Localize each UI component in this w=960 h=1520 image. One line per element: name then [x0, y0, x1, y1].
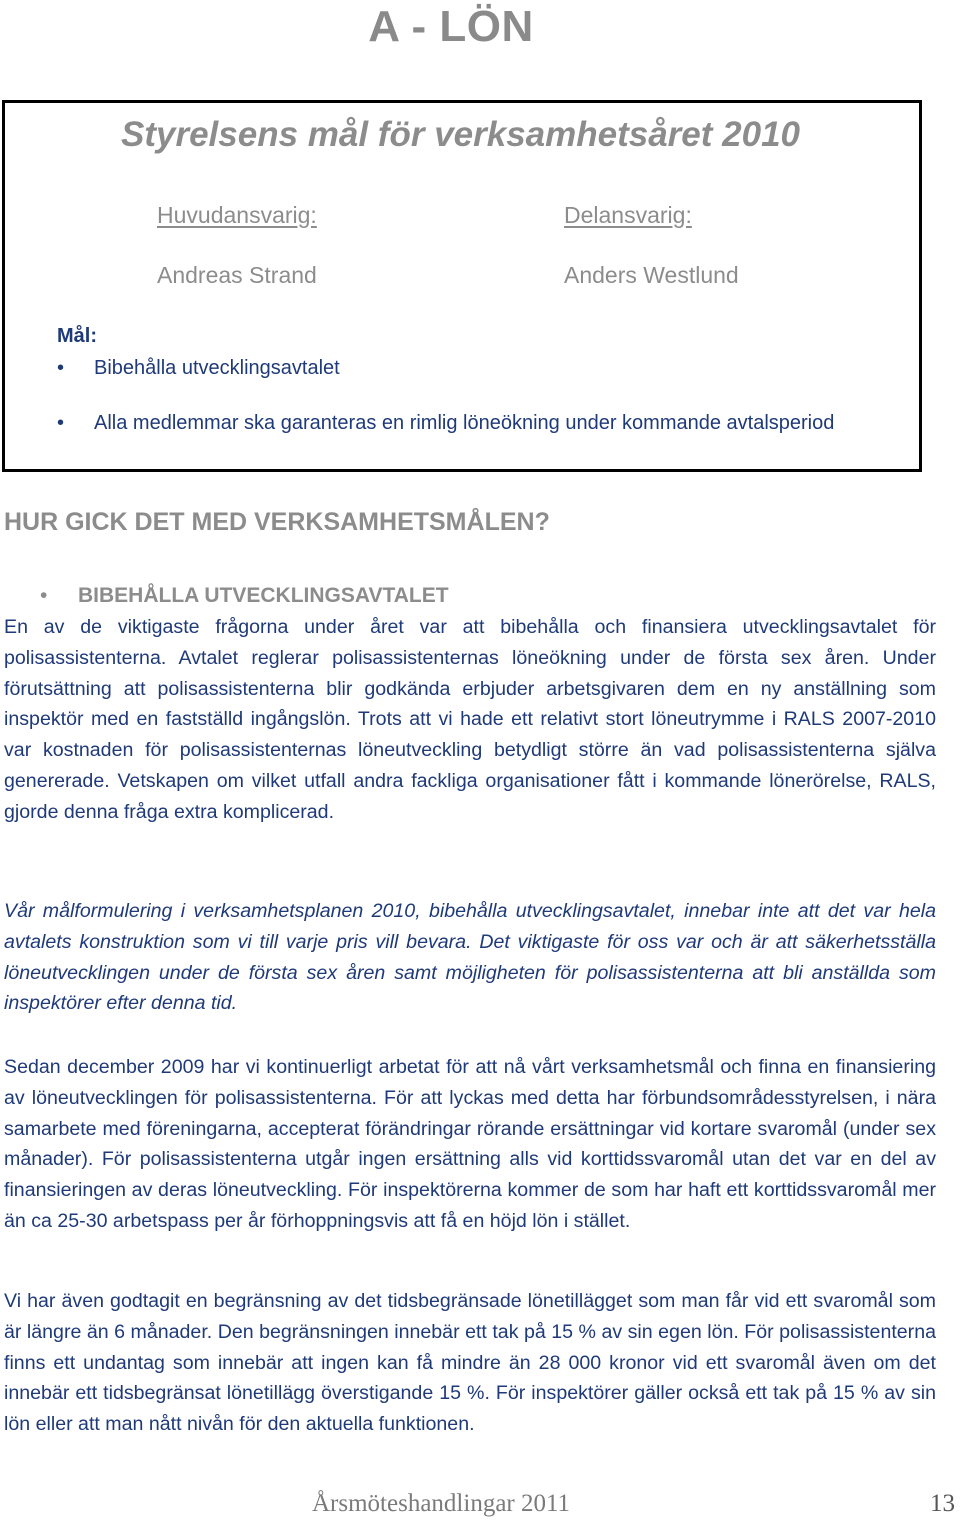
goal-box: [2, 100, 922, 472]
goal-text: Alla medlemmar ska garanteras en rimlig löneökning under kommande avtalsperiod: [94, 412, 835, 434]
partial-responsible-label: Delansvarig:: [564, 202, 692, 228]
bullet-icon: •: [40, 584, 48, 607]
paragraph-4: Vi har även godtagit en begränsning av det tidsbegränsade lönetillägget som man får vid ett svaromål som är längre än 6 månader. Den begränsningen innebär ett tak på 15 % av sin egen lön. För polisassistenterna finns ett undantag som innebär att ingen kan få mindre än 28 000 kronor vid ett svaromål även om det innebär ett tidsbegränsat lönetillägg överstigande 15 %. För inspektörer gäller också ett tak på 15 % av sin lön eller att man nått nivån för den aktuella funktionen.: [4, 1290, 936, 1436]
bullet-icon: •: [57, 357, 65, 379]
paragraph-2: Vår målformulering i verksamhetsplanen 2010, bibehålla utvecklingsavtalet, innebar inte att det var hela avtalets konstruktion som vi till varje pris vill bevara. Det viktigaste för oss var och är att säkerhetsställa löneutvecklingen under de första sex åren samt möjligheten för polisassistenterna att bli anställda som inspektörer efter denna tid.: [4, 900, 936, 1015]
footer-title: Årsmöteshandlingar 2011: [312, 1490, 571, 1517]
goal-text: Bibehålla utvecklingsavtalet: [94, 357, 340, 379]
page-title: A - LÖN: [368, 2, 534, 51]
goals-label: Mål:: [57, 325, 97, 347]
goal-box-title: Styrelsens mål för verksamhetsåret 2010: [121, 115, 801, 154]
bullet-icon: •: [57, 412, 65, 434]
partial-responsible-name: Anders Westlund: [564, 262, 739, 288]
page-number: 13: [930, 1490, 955, 1517]
paragraph-1: En av de viktigaste frågorna under året var att bibehålla och finansiera utvecklingsavtalet för polisassistenterna. Avtalet reglerar polisassistenternas löneökning under de första sex åren. Under förutsättning att polisassistenterna blir godkända erbjuder arbetsgivaren dem en ny anställning som inspektör med en fastställd ingångslön. Trots att vi hade ett relativt stort löneutrymme i RALS 2007-2010 var kostnaden för polisassistenternas löneutveckling betydligt större än vad polisassistenterna själva genererade. Vetskapen om vilket utfall andra fackliga organisationer fått i kommande lönerörelse, RALS, gjorde denna fråga extra komplicerad.: [4, 616, 936, 823]
paragraph-3: Sedan december 2009 har vi kontinuerligt arbetat för att nå vårt verksamhetsmål och finna en finansiering av löneutvecklingen för polisassistenterna. För att lyckas med detta har förbundsområdesstyrelsen, i nära samarbete med föreningarna, accepterat förändringar rörande ersättningar vid kortare svaromål (under sex månader). För polisassistenterna utgår ingen ersättning alls vid korttidssvaromål utan det var en del av finansieringen av deras löneutveckling. För inspektörerna kommer de som har haft ett korttidssvaromål mer än ca 25-30 arbetspass per år förhoppningsvis att få en höjd lön i stället.: [4, 1056, 936, 1232]
sub-heading-text: BIBEHÅLLA UTVECKLINGSAVTALET: [78, 584, 449, 607]
main-responsible-label: Huvudansvarig:: [157, 202, 317, 228]
section-heading: HUR GICK DET MED VERKSAMHETSMÅLEN?: [4, 508, 550, 536]
main-responsible-name: Andreas Strand: [157, 262, 317, 288]
